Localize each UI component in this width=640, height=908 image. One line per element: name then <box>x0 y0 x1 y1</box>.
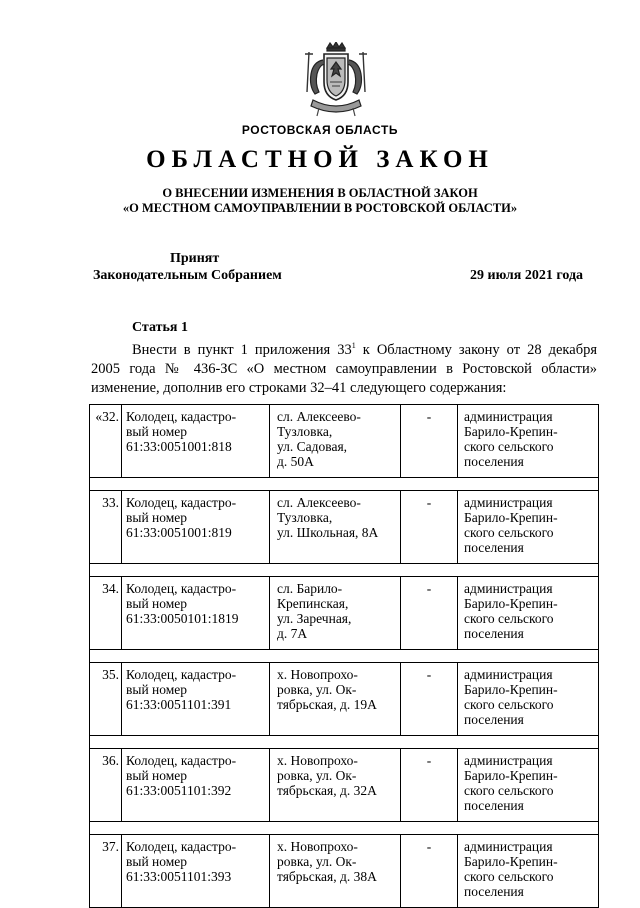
object-cell <box>122 835 270 908</box>
object-cell-line: Колодец, кадастро- <box>126 753 237 768</box>
address-cell-line: Тузловка, <box>277 424 333 439</box>
object-cell-line: вый номер <box>126 854 188 869</box>
address-cell-line: тябрьская, д. 32А <box>277 783 377 798</box>
owner-cell-line: ского сельского <box>464 697 554 712</box>
object-cell-line: 61:33:0051001:819 <box>126 525 232 540</box>
address-cell-line: х. Новопрохо- <box>277 667 358 682</box>
address-cell-line: Крепинская, <box>277 596 349 611</box>
owner-cell <box>458 577 599 650</box>
object-cell-line: Колодец, кадастро- <box>126 409 237 424</box>
row-gap-cell <box>90 564 599 577</box>
object-cell <box>122 577 270 650</box>
owner-cell-line: администрация <box>464 409 553 424</box>
article-title: Статья 1 <box>132 320 188 335</box>
owner-cell-line: поселения <box>464 798 524 813</box>
document-type: ОБЛАСТНОЙ ЗАКОН <box>146 146 494 173</box>
owner-cell-line: администрация <box>464 581 553 596</box>
adoption-body: Законодательным Собранием <box>93 268 282 283</box>
dash-cell: - <box>401 577 458 650</box>
address-cell-line: Тузловка, <box>277 510 333 525</box>
object-cell-line: вый номер <box>126 424 188 439</box>
owner-cell-line: Барило-Крепин- <box>464 596 558 611</box>
owner-cell-line: поселения <box>464 884 524 899</box>
subject-line-1: О ВНЕСЕНИИ ИЗМЕНЕНИЯ В ОБЛАСТНОЙ ЗАКОН <box>162 186 478 200</box>
address-cell-line: сл. Алексеево- <box>277 409 361 424</box>
dash-cell: - <box>401 835 458 908</box>
objects-table <box>89 404 599 908</box>
law-subject <box>0 186 640 216</box>
owner-cell-line: Барило-Крепин- <box>464 424 558 439</box>
object-cell-line: 61:33:0051101:391 <box>126 697 232 712</box>
adoption-date: 29 июля 2021 года <box>470 268 584 283</box>
region-title: РОСТОВСКАЯ ОБЛАСТЬ <box>241 123 399 137</box>
article-text <box>91 341 597 398</box>
owner-cell-line: ского сельского <box>464 439 554 454</box>
table-row <box>90 491 599 564</box>
owner-cell-line: поселения <box>464 712 524 727</box>
coat-of-arms-icon <box>297 42 375 120</box>
object-cell <box>122 491 270 564</box>
article-line-3: изменение, дополнив его строками 32–41 следующего содержания: <box>91 380 507 396</box>
article-line-2: 2005 года № 436-ЗС «О местном самоуправлении в Ростовской области» <box>91 361 597 377</box>
object-cell <box>122 405 270 478</box>
owner-cell <box>458 491 599 564</box>
address-cell-line: д. 7А <box>277 626 308 641</box>
table-row <box>90 405 599 478</box>
table-row <box>90 749 599 822</box>
article-sup: 1 <box>351 341 356 350</box>
object-cell-line: вый номер <box>126 682 188 697</box>
dash-cell: - <box>401 491 458 564</box>
article-text-before: Внести в пункт 1 приложения 33 <box>132 342 352 358</box>
address-cell-line: тябрьская, д. 38А <box>277 869 377 884</box>
owner-cell-line: Барило-Крепин- <box>464 768 558 783</box>
owner-cell-line: администрация <box>464 667 553 682</box>
object-cell <box>122 663 270 736</box>
row-gap <box>90 736 599 749</box>
object-cell-line: вый номер <box>126 768 188 783</box>
address-cell <box>270 405 401 478</box>
address-cell <box>270 491 401 564</box>
row-number: «32. <box>90 405 122 478</box>
row-gap-cell <box>90 822 599 835</box>
address-cell-line: ровка, ул. Ок- <box>277 854 357 869</box>
adoption-label: Принят <box>170 251 220 266</box>
row-gap-cell <box>90 478 599 491</box>
object-cell-line: 61:33:0050101:1819 <box>126 611 239 626</box>
object-cell-line: 61:33:0051101:392 <box>126 783 232 798</box>
address-cell-line: сл. Алексеево- <box>277 495 361 510</box>
address-cell-line: х. Новопрохо- <box>277 839 358 854</box>
row-gap <box>90 564 599 577</box>
owner-cell <box>458 835 599 908</box>
object-cell <box>122 749 270 822</box>
address-cell <box>270 663 401 736</box>
row-number: 36. <box>90 749 122 822</box>
address-cell-line: ул. Садовая, <box>277 439 348 454</box>
dash-cell: - <box>401 749 458 822</box>
address-cell <box>270 749 401 822</box>
subject-line-2: «О МЕСТНОМ САМОУПРАВЛЕНИИ В РОСТОВСКОЙ ОБЛАСТИ» <box>122 201 518 215</box>
owner-cell-line: Барило-Крепин- <box>464 510 558 525</box>
object-cell-line: вый номер <box>126 596 188 611</box>
table-row <box>90 663 599 736</box>
owner-cell-line: ского сельского <box>464 611 554 626</box>
row-number: 37. <box>90 835 122 908</box>
address-cell-line: ровка, ул. Ок- <box>277 768 357 783</box>
address-cell-line: тябрьская, д. 19А <box>277 697 377 712</box>
object-cell-line: Колодец, кадастро- <box>126 581 237 596</box>
table-row <box>90 577 599 650</box>
owner-cell-line: Барило-Крепин- <box>464 682 558 697</box>
owner-cell-line: ского сельского <box>464 525 554 540</box>
address-cell-line: сл. Барило- <box>277 581 343 596</box>
address-cell-line: ул. Школьная, 8А <box>277 525 379 540</box>
address-cell-line: ул. Заречная, <box>277 611 352 626</box>
row-number: 34. <box>90 577 122 650</box>
address-cell-line: ровка, ул. Ок- <box>277 682 357 697</box>
address-cell-line: д. 50А <box>277 454 314 469</box>
object-cell-line: Колодец, кадастро- <box>126 667 237 682</box>
owner-cell-line: поселения <box>464 454 524 469</box>
row-number: 33. <box>90 491 122 564</box>
object-cell-line: Колодец, кадастро- <box>126 495 237 510</box>
object-cell-line: вый номер <box>126 510 188 525</box>
object-cell-line: Колодец, кадастро- <box>126 839 237 854</box>
address-cell-line: х. Новопрохо- <box>277 753 358 768</box>
article-text-after: к Областному закону от 28 декабря <box>355 342 597 358</box>
row-gap <box>90 478 599 491</box>
dash-cell: - <box>401 663 458 736</box>
owner-cell-line: администрация <box>464 495 553 510</box>
dash-cell: - <box>401 405 458 478</box>
article-line-1 <box>91 341 597 360</box>
owner-cell-line: Барило-Крепин- <box>464 854 558 869</box>
object-cell-line: 61:33:0051001:818 <box>126 439 232 454</box>
owner-cell-line: поселения <box>464 540 524 555</box>
table-row <box>90 835 599 908</box>
owner-cell-line: администрация <box>464 753 553 768</box>
owner-cell-line: ского сельского <box>464 869 554 884</box>
owner-cell-line: поселения <box>464 626 524 641</box>
owner-cell-line: ского сельского <box>464 783 554 798</box>
object-cell-line: 61:33:0051101:393 <box>126 869 232 884</box>
address-cell <box>270 835 401 908</box>
row-gap-cell <box>90 650 599 663</box>
owner-cell <box>458 405 599 478</box>
row-number: 35. <box>90 663 122 736</box>
owner-cell <box>458 663 599 736</box>
row-gap <box>90 650 599 663</box>
address-cell <box>270 577 401 650</box>
owner-cell-line: администрация <box>464 839 553 854</box>
owner-cell <box>458 749 599 822</box>
row-gap <box>90 822 599 835</box>
row-gap-cell <box>90 736 599 749</box>
